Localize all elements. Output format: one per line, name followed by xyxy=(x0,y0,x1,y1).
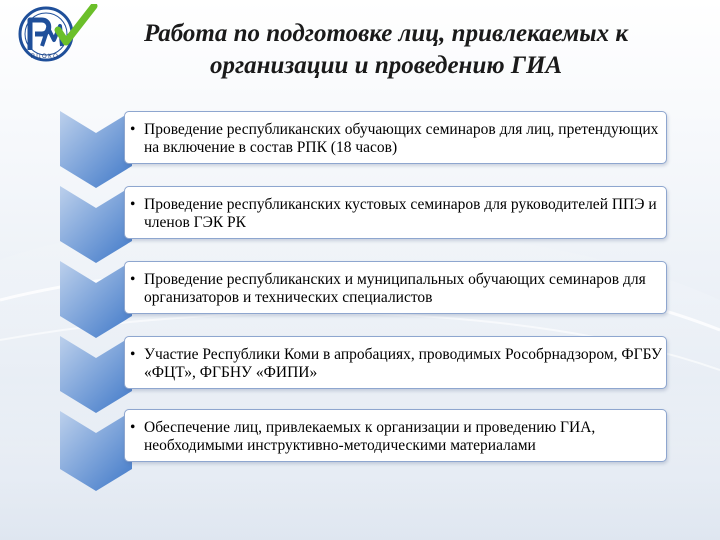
step-box xyxy=(124,409,667,462)
bullet-icon: • xyxy=(130,121,136,138)
chevron-arrow-icon xyxy=(60,111,132,188)
step-text: Проведение республиканских и муниципальных обучающих семинаров для организаторов и технических специалистов xyxy=(144,271,646,306)
logo-caption: РЦОКО xyxy=(30,54,60,60)
logo xyxy=(2,4,100,70)
step-box xyxy=(124,186,667,239)
chevron-arrow-icon xyxy=(60,411,132,491)
chevron-arrow-icon xyxy=(60,186,132,263)
bullet-icon: • xyxy=(130,196,136,213)
step-box xyxy=(124,336,667,389)
bullet-icon: • xyxy=(130,271,136,288)
step-text: Проведение республиканских обучающих семинаров для лиц, претендующих на включение в состав РПК (18 часов) xyxy=(144,121,659,156)
chevron-arrow-icon xyxy=(60,336,132,413)
step-text: Проведение республиканских кустовых семинаров для руководителей ППЭ и членов ГЭК РК xyxy=(144,196,657,231)
step-text: Обеспечение лиц, привлекаемых к организации и проведению ГИА, необходимыми инструктивно-методическими материалами xyxy=(144,419,596,454)
logo-emblem-icon xyxy=(2,4,100,70)
chevron-arrow-icon xyxy=(60,261,132,338)
step-box xyxy=(124,261,667,314)
page-title: Работа по подготовке лиц, привлекаемых к организации и проведению ГИА xyxy=(143,20,629,79)
bullet-icon: • xyxy=(130,346,136,363)
bullet-icon: • xyxy=(130,419,136,436)
step-box xyxy=(124,111,667,164)
step-text: Участие Республики Коми в апробациях, проводимых Рособрнадзором, ФГБУ «ФЦТ», ФГБНУ «ФИПИ» xyxy=(144,346,662,381)
